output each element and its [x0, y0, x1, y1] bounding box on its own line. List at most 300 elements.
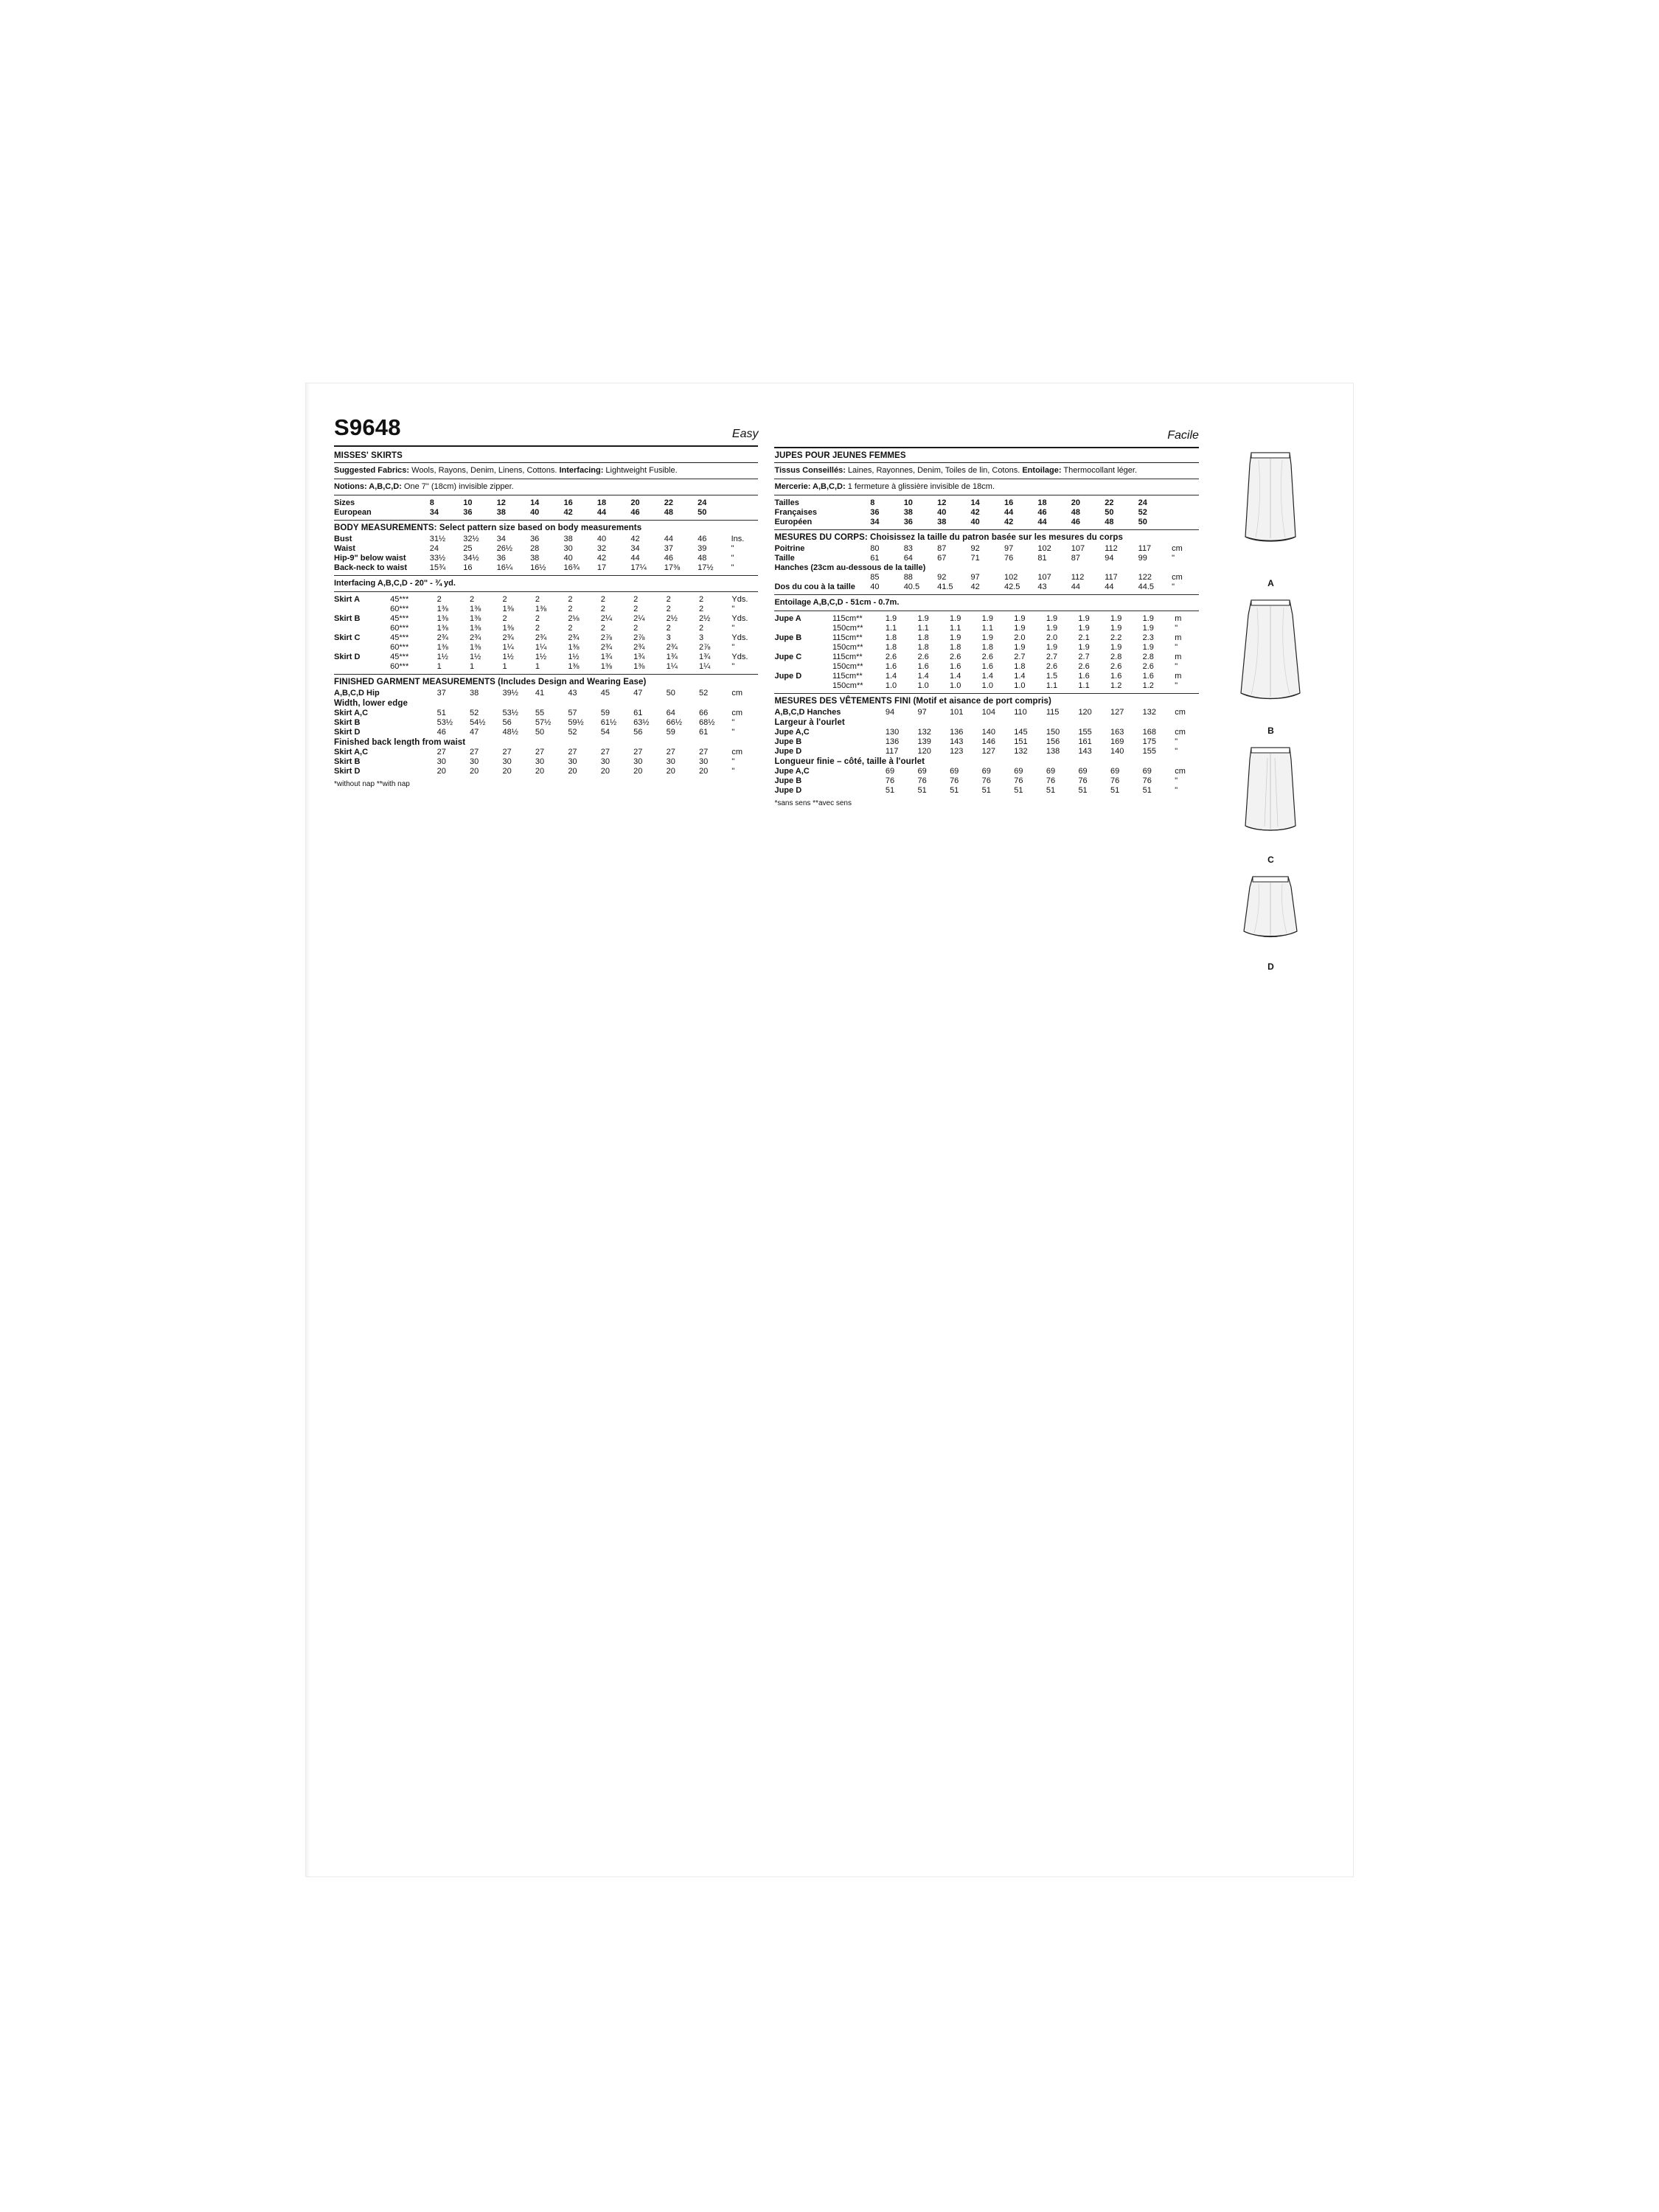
cell: 30 — [633, 757, 643, 766]
cell: 1 — [502, 661, 507, 671]
cell: 61 — [633, 708, 643, 717]
cell: 48 — [1105, 517, 1114, 526]
cell: 51 — [437, 708, 446, 717]
cell: 132 — [917, 727, 931, 737]
cell: 1.9 — [1110, 642, 1122, 652]
cell: 40 — [870, 582, 880, 591]
cell: 69 — [1014, 766, 1023, 776]
skirt-view-b — [1226, 596, 1315, 736]
cell: 1.1 — [917, 623, 929, 633]
cell: 2¾ — [535, 633, 547, 642]
cell: 1.6 — [1142, 671, 1154, 681]
cell: 69 — [885, 766, 895, 776]
fabrics-paragraph-fr — [774, 465, 1198, 476]
cell: 16¼ — [496, 563, 513, 572]
cell-unit: " — [1175, 785, 1178, 795]
cell: 2 — [699, 604, 704, 613]
cell: 150cm** — [832, 661, 863, 671]
cell: 1⅜ — [470, 604, 481, 613]
cell: 150cm** — [832, 623, 863, 633]
cell: 2⅞ — [633, 633, 645, 642]
table-row — [774, 582, 1198, 591]
cell: 1.4 — [1014, 671, 1026, 681]
cell: 123 — [950, 746, 964, 756]
cell: 46 — [630, 507, 640, 517]
cell: 57 — [568, 708, 577, 717]
cell: 1.9 — [950, 613, 961, 623]
cell: 51 — [885, 785, 895, 795]
width-table-fr — [774, 727, 1198, 756]
cell — [1172, 498, 1199, 507]
cell: 155 — [1078, 727, 1092, 737]
cell: 1.9 — [1014, 613, 1026, 623]
cell: 1.9 — [885, 613, 897, 623]
cell-unit: " — [731, 623, 735, 633]
cell-unit: " — [1175, 746, 1178, 756]
cell: 107 — [1071, 543, 1085, 553]
cell: 1.6 — [950, 661, 961, 671]
cell: 97 — [970, 572, 980, 582]
difficulty-label-en: Easy — [731, 428, 759, 440]
figure-label-b: B — [1267, 726, 1274, 736]
cell: 2 — [699, 623, 704, 633]
cell: 1.6 — [1110, 671, 1122, 681]
cell: 76 — [950, 776, 959, 785]
row-label: Hip-9" below waist — [334, 553, 406, 563]
cell-unit: " — [731, 642, 735, 652]
cell: 16 — [563, 498, 573, 507]
cell: 2.8 — [1142, 652, 1154, 661]
cell: 1.2 — [1110, 681, 1122, 690]
cell: 60*** — [390, 623, 409, 633]
fabrics-text-en: Wools, Rayons, Denim, Linens, Cottons. — [409, 466, 560, 475]
row-label: Jupe D — [774, 785, 802, 795]
width-title-fr: Largeur à l'ourlet — [774, 718, 845, 727]
cell: 52 — [568, 727, 577, 737]
divider — [334, 674, 758, 675]
line-art-column — [1211, 448, 1331, 979]
cell: 38 — [470, 688, 479, 698]
european-size-label: Européen — [774, 517, 813, 526]
cell: 1½ — [502, 652, 514, 661]
table-row — [774, 746, 1198, 756]
pattern-code: S9648 — [334, 414, 401, 440]
cell: 136 — [885, 737, 900, 746]
cell: 44 — [630, 553, 640, 563]
cell: 1.1 — [981, 623, 993, 633]
cell: 1⅜ — [470, 623, 481, 633]
row-label: Skirt D — [334, 727, 361, 737]
cell: 46 — [664, 553, 673, 563]
cell: 2.7 — [1046, 652, 1058, 661]
cell: 1.5 — [1046, 671, 1058, 681]
cell: 1½ — [470, 652, 481, 661]
cell-unit: cm — [1172, 572, 1183, 582]
cell: 47 — [470, 727, 479, 737]
cell: 17¼ — [630, 563, 647, 572]
cell: 107 — [1037, 572, 1051, 582]
cell: 37 — [664, 543, 673, 553]
cell: 51 — [1110, 785, 1120, 795]
cell: 20 — [600, 766, 610, 776]
cell: 1.6 — [981, 661, 993, 671]
figure-label-a: A — [1267, 578, 1274, 588]
cell: 161 — [1078, 737, 1092, 746]
cell: 32 — [597, 543, 607, 553]
cell: 16 — [1004, 498, 1014, 507]
interfacing-text-fr: Thermocollant léger. — [1061, 466, 1138, 475]
cell: 16 — [463, 563, 473, 572]
cell: 27 — [633, 747, 643, 757]
cell: 150cm** — [832, 642, 863, 652]
cell-unit: " — [1175, 776, 1178, 785]
cell: 115cm** — [832, 633, 863, 642]
cell: 140 — [981, 727, 996, 737]
cell: 24 — [1138, 498, 1147, 507]
cell: 97 — [917, 707, 927, 717]
cell: 71 — [970, 553, 980, 563]
cell: 1⅜ — [600, 661, 613, 671]
cell: 1.9 — [1110, 623, 1122, 633]
cell: 2.6 — [1142, 661, 1154, 671]
table-row — [334, 708, 758, 717]
cell: 2 — [633, 594, 639, 604]
cell: 94 — [885, 707, 895, 717]
table-row — [774, 766, 1198, 776]
cell: 117 — [1105, 572, 1118, 582]
cell: 17 — [597, 563, 607, 572]
cell: 68½ — [699, 717, 715, 727]
cell: 69 — [950, 766, 959, 776]
cell: 38 — [496, 507, 506, 517]
cell: 51 — [1046, 785, 1056, 795]
cell: 63½ — [633, 717, 650, 727]
cell: 3 — [666, 633, 671, 642]
cell-unit: m — [1175, 613, 1182, 623]
cell: 50 — [1138, 517, 1147, 526]
cell: 1.2 — [1142, 681, 1154, 690]
backlength-title-fr: Longueur finie – côté, taille à l'ourlet — [774, 757, 925, 766]
cell: 85 — [870, 572, 880, 582]
cell: 69 — [1046, 766, 1056, 776]
cell: 1⅜ — [437, 604, 448, 613]
notions-text-fr: 1 fermeture à glissière invisible de 18cm. — [845, 482, 995, 491]
row-label: Jupe B — [774, 737, 802, 746]
cell: 1¾ — [633, 652, 645, 661]
cell: 130 — [885, 727, 900, 737]
cell: 40.5 — [903, 582, 920, 591]
cell — [731, 498, 759, 507]
table-row — [334, 757, 758, 766]
cell: 38 — [903, 507, 913, 517]
cell: 76 — [1110, 776, 1120, 785]
french-size-label: Françaises — [774, 507, 817, 517]
cell: 143 — [950, 737, 964, 746]
table-row — [334, 623, 758, 633]
cell: 34 — [870, 517, 880, 526]
cell: 1⅜ — [568, 642, 580, 652]
cell: 30 — [535, 757, 545, 766]
cell: 18 — [1037, 498, 1047, 507]
cell: 41 — [535, 688, 545, 698]
fabrics-text-fr: Laines, Rayonnes, Denim, Toiles de lin, Cotons. — [845, 466, 1023, 475]
row-label: Jupe A — [774, 613, 801, 623]
cell: 61 — [699, 727, 709, 737]
cell: 1½ — [535, 652, 547, 661]
table-row — [334, 661, 758, 671]
cell: 117 — [885, 746, 899, 756]
table-row — [774, 543, 1198, 553]
cell: 2.6 — [885, 652, 897, 661]
cell-unit: cm — [1175, 727, 1186, 737]
cell-unit: " — [731, 766, 735, 776]
cell: 42 — [563, 507, 573, 517]
cell: 48 — [664, 507, 673, 517]
table-row — [774, 498, 1198, 507]
cell: 1.9 — [1014, 642, 1026, 652]
cell: 1⅜ — [470, 642, 481, 652]
cell: 81 — [1037, 553, 1047, 563]
cell: 1¼ — [666, 661, 678, 671]
table-row — [774, 652, 1198, 661]
divider — [334, 575, 758, 576]
cell: 66 — [699, 708, 709, 717]
cell: 1.4 — [917, 671, 929, 681]
cell: 60*** — [390, 661, 409, 671]
divider — [334, 462, 758, 463]
cell: 1⅜ — [568, 661, 580, 671]
row-label: A,B,C,D Hip — [334, 688, 380, 698]
cell: 40 — [970, 517, 980, 526]
cell: 1¾ — [666, 652, 678, 661]
figure-label-d: D — [1267, 961, 1274, 972]
cell: 92 — [937, 572, 947, 582]
cell-unit: cm — [731, 747, 743, 757]
cell-unit: " — [731, 717, 735, 727]
cell: 48 — [698, 553, 707, 563]
cell: 2½ — [666, 613, 678, 623]
cell: 56 — [633, 727, 643, 737]
cell: 51 — [1078, 785, 1088, 795]
cell: 61 — [870, 553, 880, 563]
cell: 76 — [1078, 776, 1088, 785]
row-label: Jupe A,C — [774, 727, 810, 737]
cell: 97 — [1004, 543, 1014, 553]
cell-unit: " — [731, 604, 735, 613]
cell: 52 — [470, 708, 479, 717]
cell: 2 — [633, 604, 639, 613]
cell: 1.9 — [1046, 642, 1058, 652]
backlength-title-en: Finished back length from waist — [334, 738, 466, 747]
row-label: Skirt B — [334, 717, 361, 727]
divider — [774, 462, 1198, 463]
cell: 45*** — [390, 613, 409, 623]
body-measurements-table-en — [334, 534, 758, 572]
cell-unit: " — [1175, 737, 1178, 746]
cell: 48 — [1071, 507, 1081, 517]
cell: 34 — [496, 534, 506, 543]
row-label: Bust — [334, 534, 352, 543]
cell: 120 — [917, 746, 931, 756]
cell: 88 — [903, 572, 913, 582]
footnote-en: *without nap **with nap — [334, 780, 410, 788]
cell: 20 — [437, 766, 446, 776]
cell: 132 — [1014, 746, 1028, 756]
row-label: Skirt A,C — [334, 747, 369, 757]
backlength-table-fr — [774, 766, 1198, 795]
size-table-en — [334, 498, 758, 517]
divider — [774, 594, 1198, 595]
cell: 1¼ — [535, 642, 547, 652]
cell: 40 — [530, 507, 540, 517]
cell: 1.9 — [1046, 613, 1058, 623]
section-title-fr: JUPES POUR JEUNES FEMMES — [774, 451, 906, 460]
cell: 83 — [903, 543, 913, 553]
row-label-hips: Hanches (23cm au-dessous de la taille) — [774, 563, 926, 572]
table-row — [334, 717, 758, 727]
cell: 42 — [1004, 517, 1014, 526]
interfacing-text-en: Lightweight Fusible. — [603, 466, 678, 475]
width-table-en — [334, 708, 758, 737]
row-label: Skirt A — [334, 594, 361, 604]
cell: 127 — [981, 746, 996, 756]
cell: 42 — [597, 553, 607, 563]
row-label: A,B,C,D Hanches — [774, 707, 841, 717]
finished-table-en — [334, 688, 758, 698]
cell: 1⅜ — [633, 661, 645, 671]
cell: 39½ — [502, 688, 518, 698]
cell: 61½ — [600, 717, 617, 727]
table-row — [334, 613, 758, 623]
skirt-view-c — [1226, 743, 1315, 865]
table-row — [334, 553, 758, 563]
table-row — [334, 563, 758, 572]
notions-paragraph-en — [334, 481, 758, 492]
interfacing-label-fr: Entoilage: — [1022, 466, 1062, 475]
cell: 28 — [530, 543, 540, 553]
french-column — [774, 448, 1198, 979]
cell: 127 — [1110, 707, 1124, 717]
table-row — [774, 707, 1198, 717]
cell: 30 — [600, 757, 610, 766]
cell: 30 — [563, 543, 573, 553]
table-row — [774, 633, 1198, 642]
cell: 2 — [470, 594, 475, 604]
table-row — [774, 681, 1198, 690]
body-measurements-table-fr — [774, 543, 1198, 591]
cell: 117 — [1138, 543, 1152, 553]
cell: 18 — [597, 498, 607, 507]
table-row — [334, 747, 758, 757]
cell: 2.7 — [1014, 652, 1026, 661]
cell: 36 — [870, 507, 880, 517]
fabrics-label-fr: Tissus Conseillés: — [774, 466, 846, 475]
cell: 69 — [917, 766, 927, 776]
cell: 2.0 — [1046, 633, 1058, 642]
cell: 40 — [597, 534, 607, 543]
cell: 52 — [699, 688, 709, 698]
cell: 30 — [437, 757, 446, 766]
cell: 20 — [699, 766, 709, 776]
cell: 50 — [1105, 507, 1114, 517]
cell: 2¾ — [437, 633, 448, 642]
row-label: Skirt B — [334, 613, 361, 623]
divider — [334, 591, 758, 592]
cell: 30 — [699, 757, 709, 766]
cell: 24 — [429, 543, 439, 553]
cell: 41.5 — [937, 582, 953, 591]
finished-title-fr: MESURES DES VÊTEMENTS FINI (Motif et aisance de port compris) — [774, 697, 1051, 706]
cell: 1.1 — [1078, 681, 1090, 690]
footnote-fr: *sans sens **avec sens — [774, 799, 852, 807]
cell: 2¾ — [633, 642, 645, 652]
table-row — [774, 776, 1198, 785]
cell: 1.8 — [917, 642, 929, 652]
cell: 64 — [666, 708, 675, 717]
cell: 22 — [664, 498, 673, 507]
cell: 52 — [1138, 507, 1147, 517]
cell: 2.0 — [1014, 633, 1026, 642]
cell: 46 — [1037, 507, 1047, 517]
cell: 27 — [535, 747, 545, 757]
skirt-view-a — [1226, 448, 1315, 588]
body-measurements-title-fr: MESURES DU CORPS: Choisissez la taille du patron basée sur les mesures du corps — [774, 533, 1123, 542]
cell: 1.9 — [1142, 642, 1154, 652]
cell — [1172, 517, 1199, 526]
cell: 2 — [568, 594, 573, 604]
cell: 1⅜ — [437, 642, 448, 652]
cell: 20 — [630, 498, 640, 507]
cell-unit: cm — [1175, 766, 1186, 776]
cell — [1172, 507, 1199, 517]
cell: 151 — [1014, 737, 1028, 746]
cell: 2⅞ — [600, 633, 613, 642]
cell: 15¾ — [429, 563, 446, 572]
cell: 57½ — [535, 717, 552, 727]
table-row — [334, 543, 758, 553]
cell: 1.9 — [1078, 642, 1090, 652]
cell: 43 — [1037, 582, 1047, 591]
cell: 3 — [699, 633, 704, 642]
cell: 53½ — [437, 717, 453, 727]
divider — [774, 529, 1198, 530]
cell: 2 — [666, 604, 671, 613]
cell: 38 — [937, 517, 947, 526]
cell: 46 — [437, 727, 446, 737]
cell: 2 — [437, 594, 442, 604]
cell: 138 — [1046, 746, 1060, 756]
cell: 1¾ — [600, 652, 613, 661]
interfacing-note-en: Interfacing A,B,C,D - 20" - ¾ yd. — [334, 579, 456, 588]
cell: 59½ — [568, 717, 584, 727]
notions-text-en: One 7" (18cm) invisible zipper. — [401, 482, 514, 491]
row-label: Jupe A,C — [774, 766, 810, 776]
table-row — [774, 507, 1198, 517]
cell: 1⅜ — [437, 613, 448, 623]
cell: 53½ — [502, 708, 518, 717]
table-row — [774, 517, 1198, 526]
table-row — [774, 737, 1198, 746]
row-label: Skirt D — [334, 652, 361, 661]
cell: 56 — [502, 717, 512, 727]
cell: 45*** — [390, 633, 409, 642]
cell: 32½ — [463, 534, 479, 543]
cell: 1.8 — [885, 642, 897, 652]
row-label: Skirt D — [334, 766, 361, 776]
row-label: Jupe B — [774, 776, 802, 785]
pattern-envelope-back — [306, 383, 1353, 1877]
cell: 122 — [1138, 572, 1152, 582]
